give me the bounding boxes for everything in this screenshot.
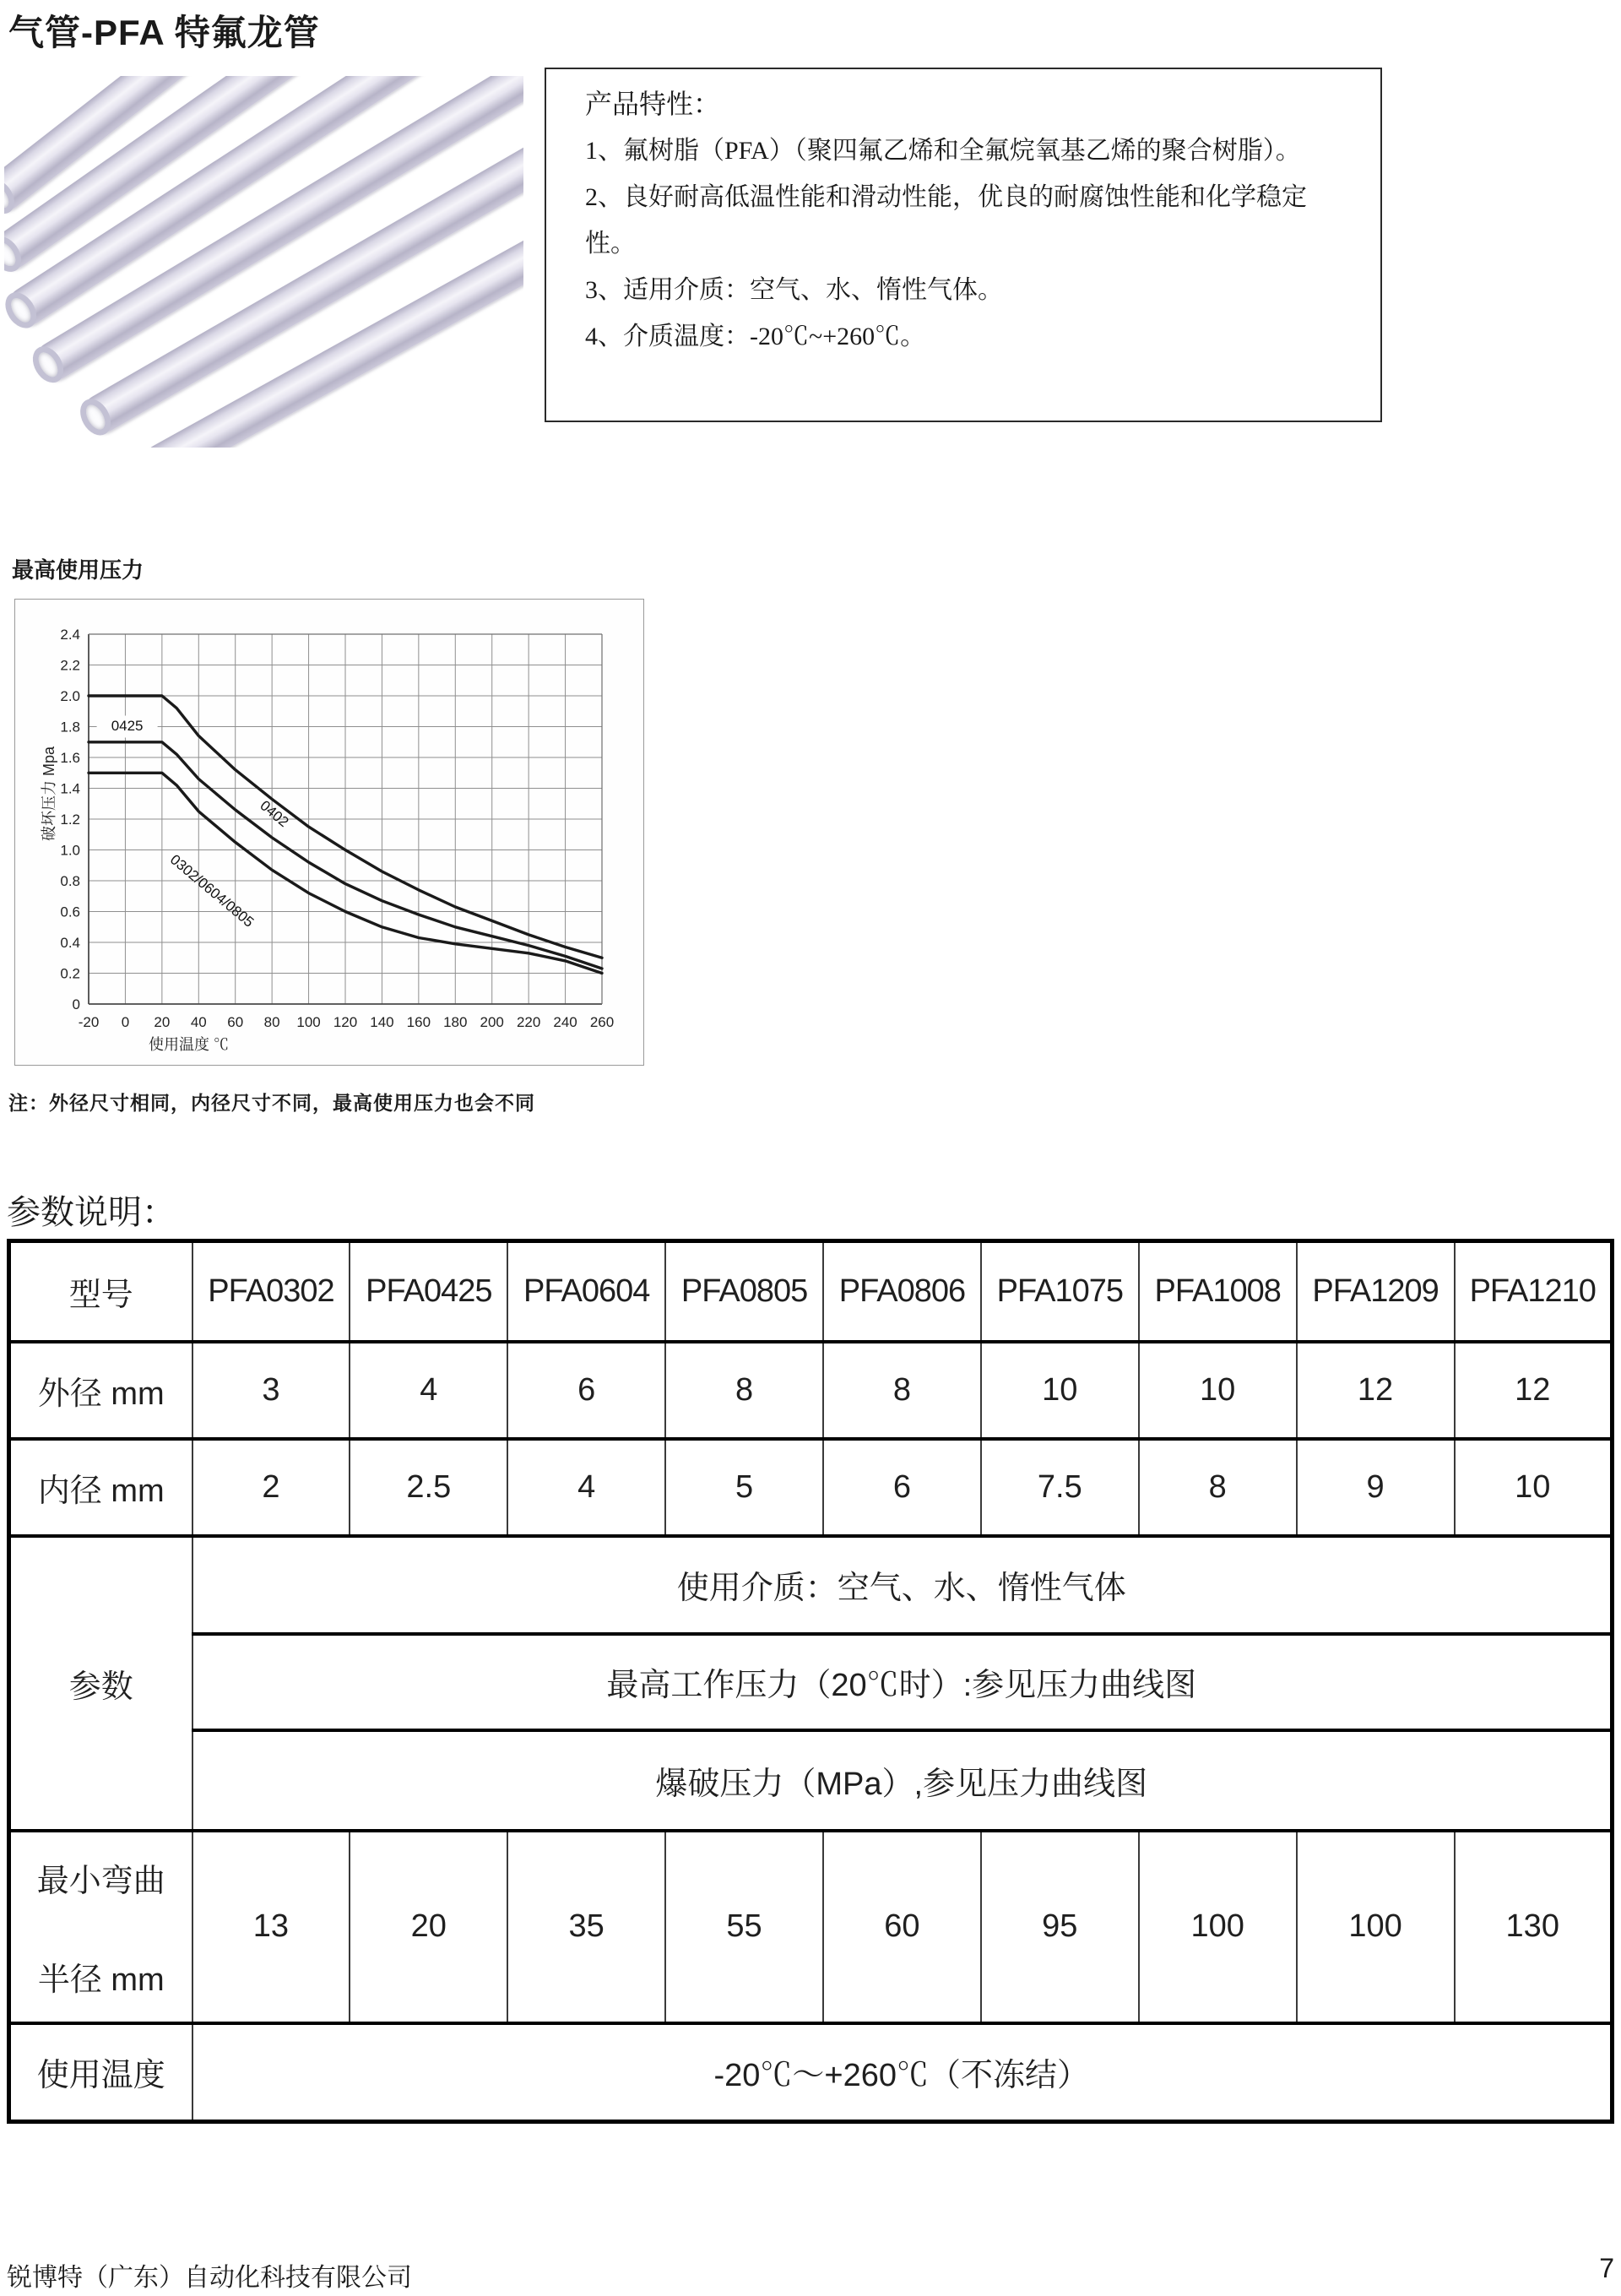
feature-item: 4、介质温度：-20℃~+260℃。 xyxy=(585,323,926,350)
svg-text:-20: -20 xyxy=(78,1014,100,1030)
outer-diameter-cell: 6 xyxy=(507,1342,665,1439)
svg-text:1.0: 1.0 xyxy=(60,842,80,859)
model-cell: PFA0302 xyxy=(192,1241,350,1342)
inner-diameter-cell: 2 xyxy=(192,1439,350,1536)
svg-text:200: 200 xyxy=(480,1014,504,1030)
svg-text:1.8: 1.8 xyxy=(60,719,80,735)
row-label-params: 参数 xyxy=(9,1536,192,1831)
svg-text:使用温度 ℃: 使用温度 ℃ xyxy=(149,1036,230,1053)
inner-diameter-cell: 5 xyxy=(665,1439,823,1536)
inner-diameter-cell: 10 xyxy=(1455,1439,1613,1536)
svg-text:160: 160 xyxy=(406,1014,431,1030)
svg-text:260: 260 xyxy=(589,1014,615,1030)
params-max-pressure-cell: 最高工作压力（20℃时）:参见压力曲线图 xyxy=(192,1634,1613,1730)
svg-text:破坏压力 Mpa: 破坏压力 Mpa xyxy=(41,746,57,842)
model-cell: PFA1008 xyxy=(1139,1241,1297,1342)
spec-table-heading: 参数说明： xyxy=(7,1193,176,1231)
svg-text:0.2: 0.2 xyxy=(60,965,80,982)
tube-end-icon xyxy=(74,394,117,441)
outer-diameter-cell: 12 xyxy=(1455,1342,1613,1439)
outer-diameter-cell: 10 xyxy=(981,1342,1139,1439)
feature-item: 2、良好耐高低温性能和滑动性能，优良的耐腐蚀性能和化学稳定性。 xyxy=(585,183,1307,258)
svg-text:0.6: 0.6 xyxy=(60,904,80,920)
min-bend-cell: 55 xyxy=(665,1831,823,2023)
params-row-max-pressure xyxy=(9,1634,1613,1730)
svg-text:20: 20 xyxy=(154,1014,171,1030)
spec-table xyxy=(7,1239,1614,2124)
params-row-burst-pressure xyxy=(9,1730,1613,1831)
min-bend-cell: 13 xyxy=(192,1831,350,2023)
min-bend-cell: 130 xyxy=(1455,1831,1613,2023)
model-row xyxy=(9,1241,1613,1342)
spec-table-wrapper xyxy=(7,1239,1614,2124)
min-bend-cell: 35 xyxy=(507,1831,665,2023)
params-burst-pressure-cell: 爆破压力（MPa）,参见压力曲线图 xyxy=(192,1730,1613,1831)
model-cell: PFA0604 xyxy=(507,1241,665,1342)
svg-text:100: 100 xyxy=(296,1014,321,1030)
svg-text:0: 0 xyxy=(72,996,80,1012)
row-label-inner-diameter: 内径 mm xyxy=(9,1439,192,1536)
inner-diameter-cell: 4 xyxy=(507,1439,665,1536)
svg-text:2.0: 2.0 xyxy=(60,688,80,704)
outer-diameter-cell: 8 xyxy=(823,1342,981,1439)
temperature-cell: -20℃～+260℃（不冻结） xyxy=(192,2023,1613,2122)
model-cell: PFA0805 xyxy=(665,1241,823,1342)
svg-text:180: 180 xyxy=(443,1014,468,1030)
row-label-model: 型号 xyxy=(9,1241,192,1342)
min-bend-cell: 100 xyxy=(1139,1831,1297,2023)
inner-diameter-cell: 2.5 xyxy=(350,1439,507,1536)
svg-text:40: 40 xyxy=(190,1014,207,1030)
svg-text:80: 80 xyxy=(263,1014,280,1030)
svg-text:0302/0604/0805: 0302/0604/0805 xyxy=(166,851,258,931)
inner-diameter-row xyxy=(9,1439,1613,1536)
outer-diameter-cell: 10 xyxy=(1139,1342,1297,1439)
min-bend-cell: 20 xyxy=(350,1831,507,2023)
model-cell: PFA0425 xyxy=(350,1241,507,1342)
min-bend-cell: 100 xyxy=(1297,1831,1455,2023)
min-bend-label-line2: 半径 mm xyxy=(37,1962,165,1998)
svg-text:240: 240 xyxy=(553,1014,577,1030)
svg-text:1.4: 1.4 xyxy=(60,780,80,797)
feature-item: 3、适用介质：空气、水、惰性气体。 xyxy=(585,276,1003,304)
pressure-chart-svg xyxy=(15,600,643,1065)
inner-diameter-cell: 7.5 xyxy=(981,1439,1139,1536)
svg-text:2.2: 2.2 xyxy=(60,657,80,674)
chart-note: 注：外径尺寸相同，内径尺寸不同，最高使用压力也会不同 xyxy=(8,1092,535,1114)
row-label-temperature: 使用温度 xyxy=(9,2023,192,2122)
pressure-chart xyxy=(14,599,644,1066)
feature-item: 1、氟树脂（PFA）（聚四氟乙烯和全氟烷氧基乙烯的聚合树脂）。 xyxy=(585,137,1301,165)
row-label-min-bend xyxy=(9,1831,192,2023)
model-cell: PFA1210 xyxy=(1455,1241,1613,1342)
params-row-media xyxy=(9,1536,1613,1634)
svg-text:2.4: 2.4 xyxy=(60,627,80,643)
tube-end-icon xyxy=(4,286,43,334)
inner-diameter-cell: 8 xyxy=(1139,1439,1297,1536)
svg-text:60: 60 xyxy=(227,1014,244,1030)
svg-text:1.6: 1.6 xyxy=(60,750,80,766)
outer-diameter-cell: 8 xyxy=(665,1342,823,1439)
min-bend-row xyxy=(9,1831,1613,2023)
product-photo xyxy=(4,76,523,448)
min-bend-label-line1: 最小弯曲 xyxy=(36,1863,165,1899)
svg-text:1.2: 1.2 xyxy=(60,811,80,828)
tube-end-icon xyxy=(26,341,69,388)
outer-diameter-cell: 4 xyxy=(350,1342,507,1439)
inner-diameter-cell: 9 xyxy=(1297,1439,1455,1536)
outer-diameter-cell: 3 xyxy=(192,1342,350,1439)
svg-text:120: 120 xyxy=(333,1014,358,1030)
temperature-row xyxy=(9,2023,1613,2122)
chart-heading: 最高使用压力 xyxy=(12,557,144,583)
svg-text:0402: 0402 xyxy=(257,797,292,831)
tube-end-icon xyxy=(4,231,28,278)
params-media-cell: 使用介质：空气、水、惰性气体 xyxy=(192,1536,1613,1634)
model-cell: PFA1209 xyxy=(1297,1241,1455,1342)
inner-diameter-cell: 6 xyxy=(823,1439,981,1536)
min-bend-cell: 60 xyxy=(823,1831,981,2023)
svg-text:0.4: 0.4 xyxy=(60,935,80,951)
page-title: 气管-PFA 特氟龙管 xyxy=(8,13,320,52)
outer-diameter-cell: 12 xyxy=(1297,1342,1455,1439)
svg-text:220: 220 xyxy=(516,1014,541,1030)
footer-page-number: 7 xyxy=(1599,2253,1614,2283)
svg-text:0.8: 0.8 xyxy=(60,873,80,889)
footer-company: 锐博特（广东）自动化科技有限公司 xyxy=(7,2264,412,2292)
svg-text:140: 140 xyxy=(370,1014,394,1030)
model-cell: PFA0806 xyxy=(823,1241,981,1342)
features-title: 产品特性： xyxy=(585,89,721,119)
svg-text:0: 0 xyxy=(121,1014,130,1030)
min-bend-cell: 95 xyxy=(981,1831,1139,2023)
outer-diameter-row xyxy=(9,1342,1613,1439)
model-cell: PFA1075 xyxy=(981,1241,1139,1342)
svg-text:0425: 0425 xyxy=(111,717,144,734)
tube-end-icon xyxy=(135,442,177,448)
tube-end-icon xyxy=(4,172,21,220)
product-features-box xyxy=(545,68,1382,422)
row-label-outer-diameter: 外径 mm xyxy=(9,1342,192,1439)
